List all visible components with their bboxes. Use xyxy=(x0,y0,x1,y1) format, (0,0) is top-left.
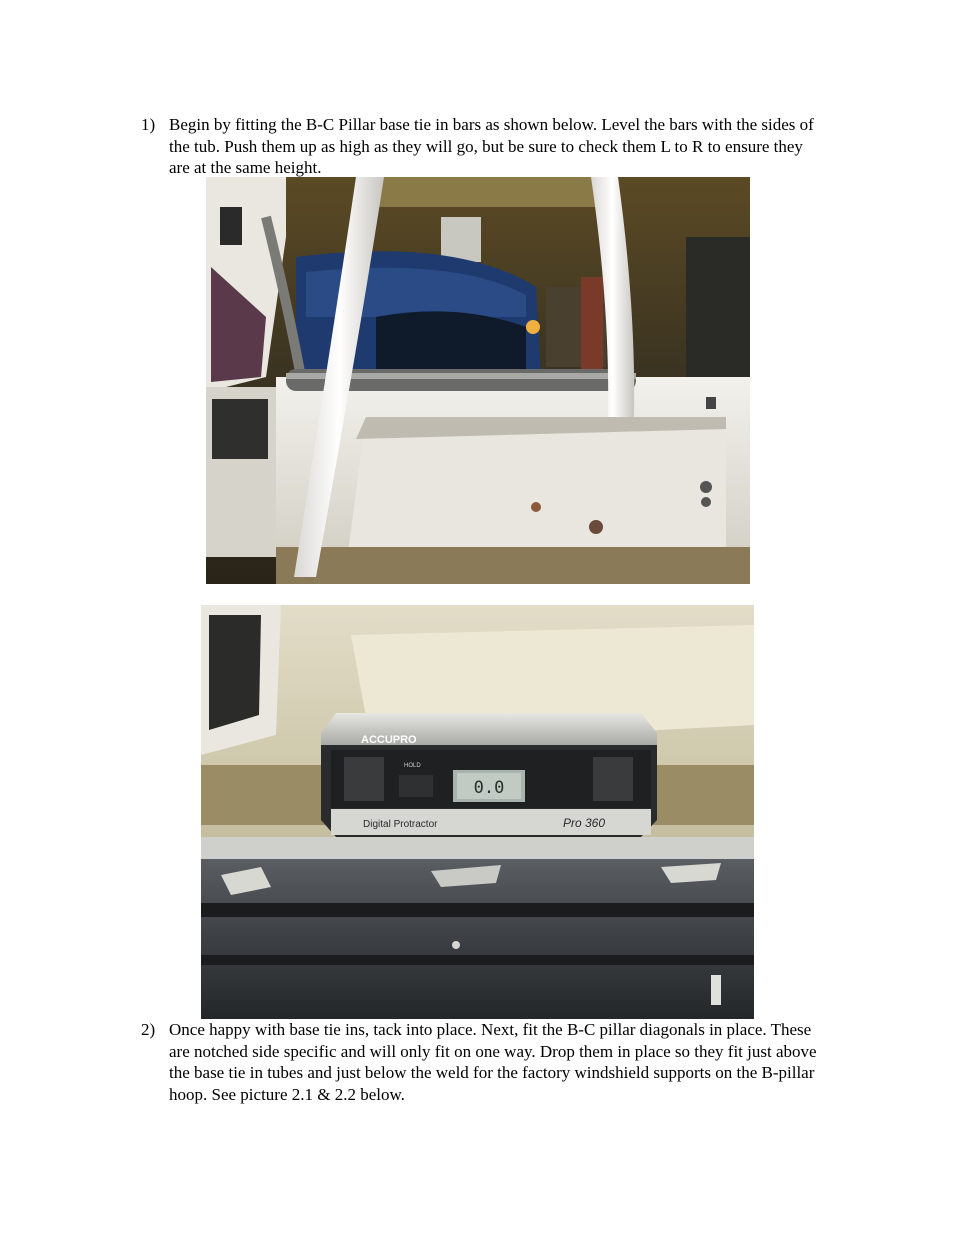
photo-digital-protractor xyxy=(201,605,754,1019)
step-text: Begin by fitting the B-C Pillar base tie in bars as shown below. Level the bars with the sides of the tub. Push them up as high as they will go, but be sure to check them L to R to ensure they are at the same height. xyxy=(169,115,814,177)
protractor-product-label: Digital Protractor xyxy=(363,819,438,830)
photo-tie-in-bars xyxy=(206,177,750,584)
protractor-model: Pro 360 xyxy=(563,816,606,830)
step-1 xyxy=(141,114,821,179)
step-2 xyxy=(141,1019,821,1105)
protractor-brand: ACCUPRO xyxy=(361,734,417,746)
step-number: 1) xyxy=(141,115,156,134)
step-number: 2) xyxy=(141,1020,156,1039)
protractor-reading: 0.0 xyxy=(473,778,505,798)
step-text: Once happy with base tie ins, tack into place. Next, fit the B-C pillar diagonals in place. These are notched side specific and will only fit on one way. Drop them in place so they fit just above the base tie in tubes and just below the weld for the factory windshield supports on the B-pillar hoop. See picture 2.1 & 2.2 below. xyxy=(169,1020,817,1104)
protractor-hold-label: HOLD xyxy=(404,763,421,769)
